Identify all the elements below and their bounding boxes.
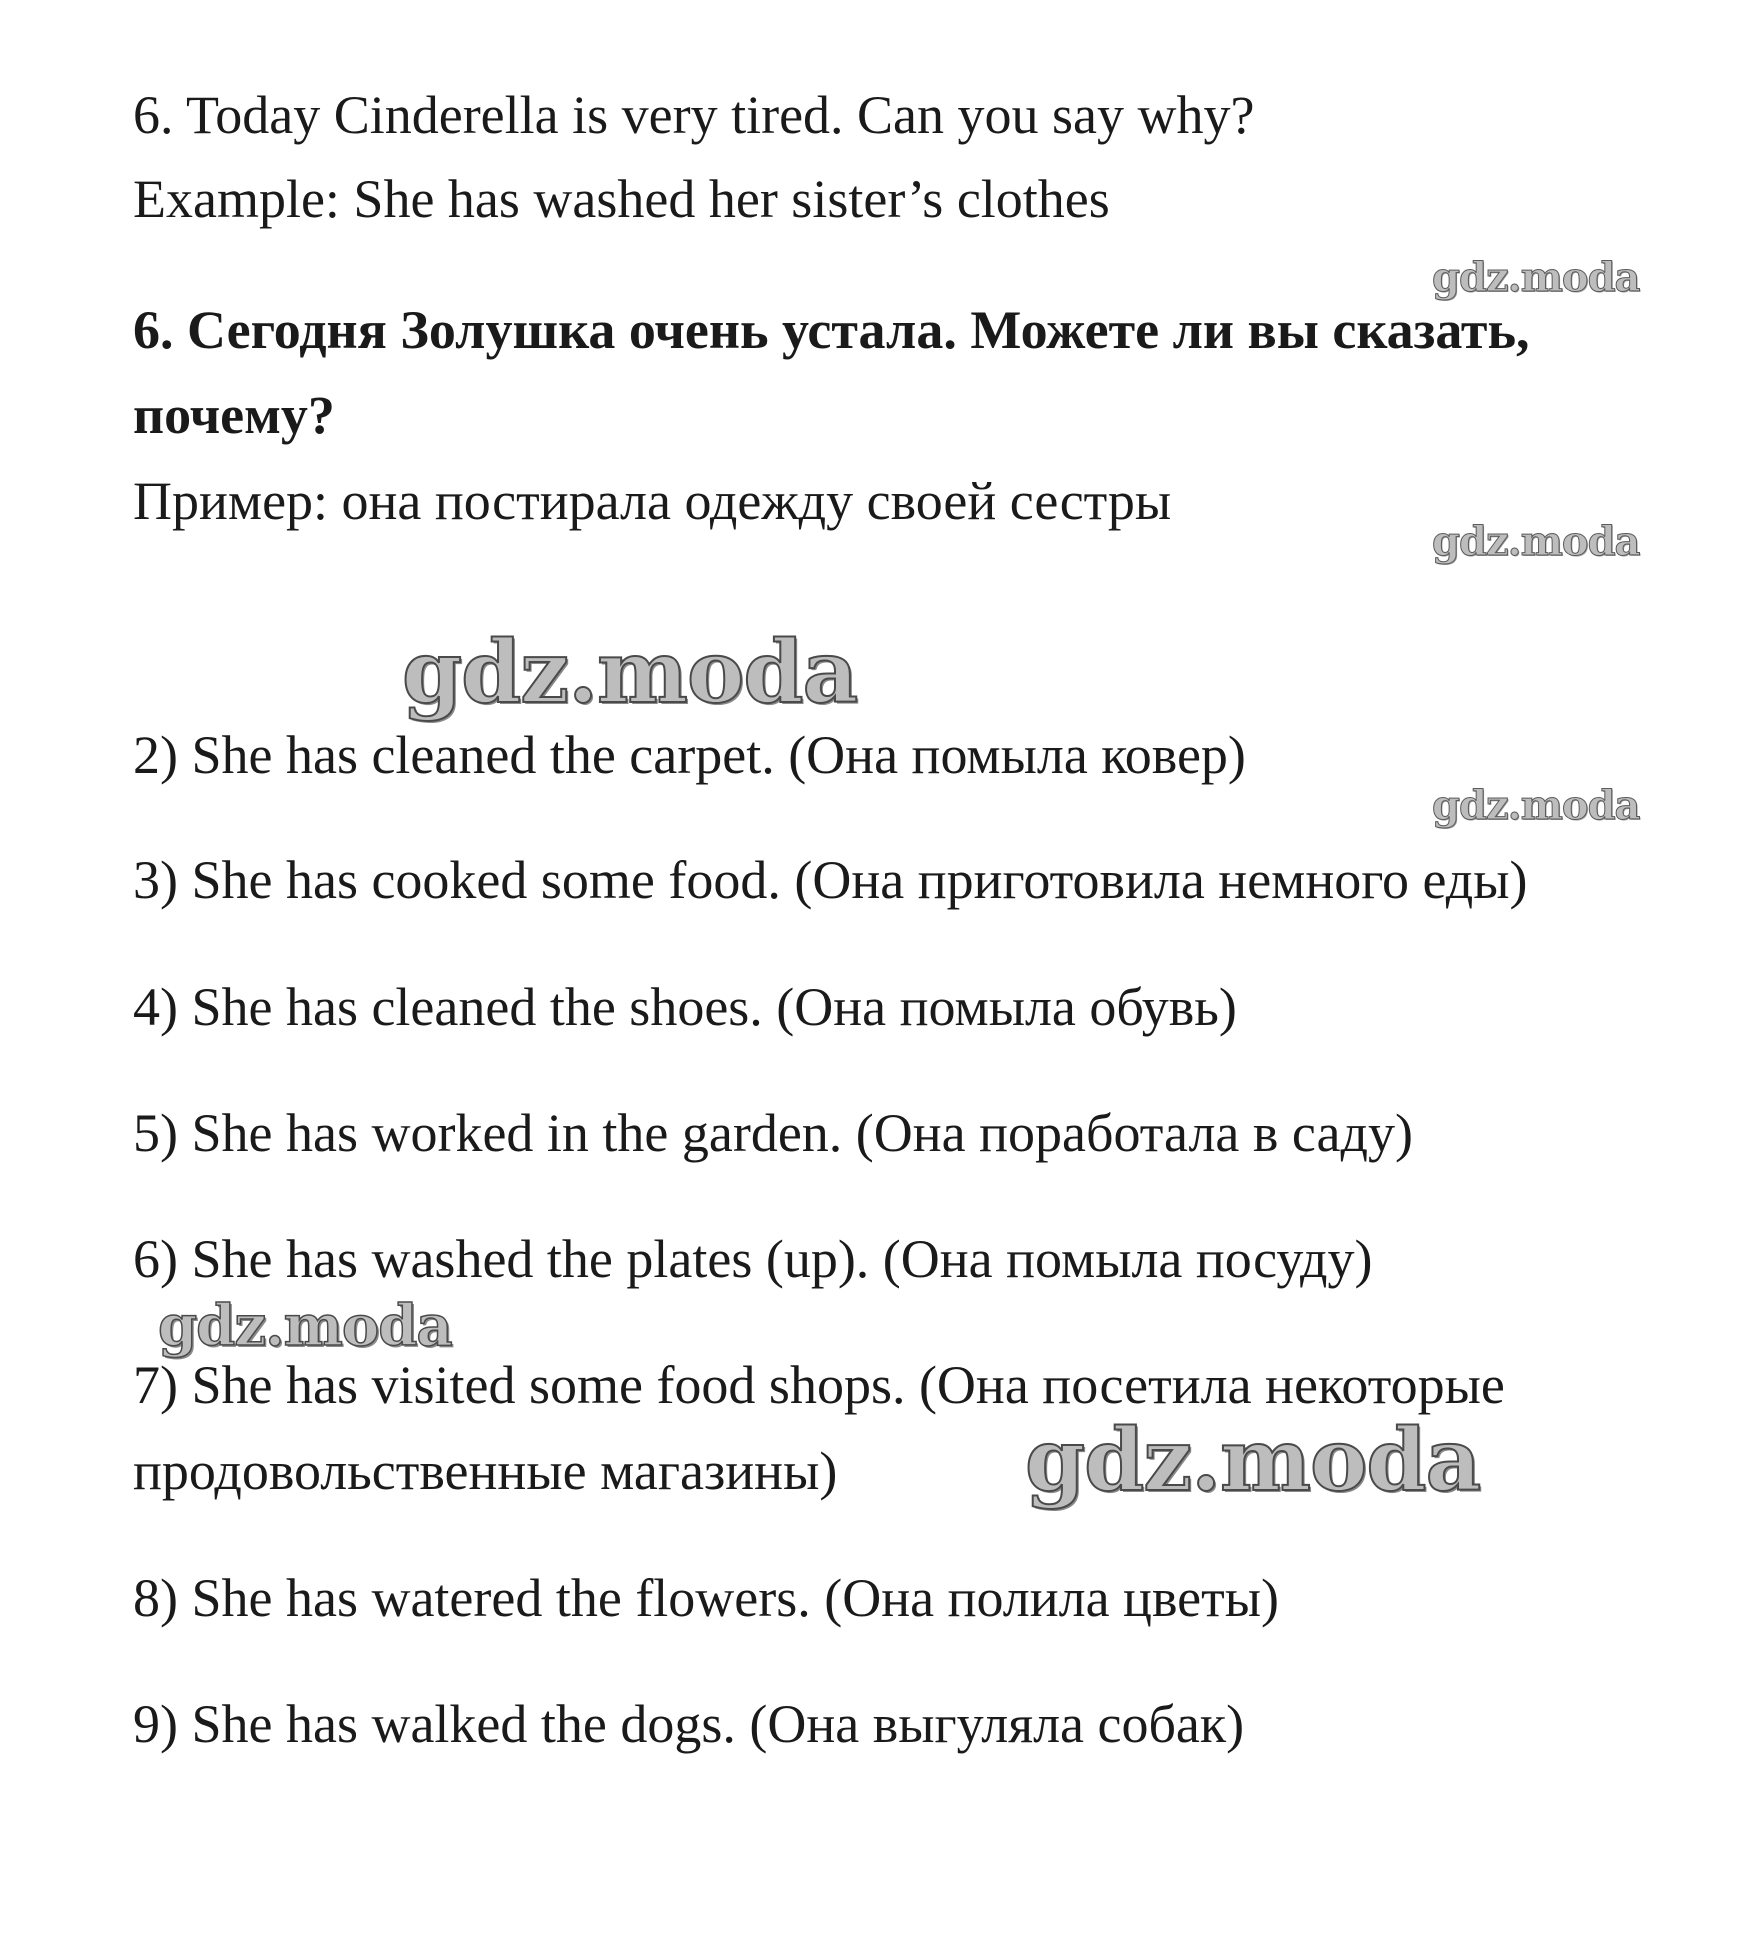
- answer-item: 3) She has cooked some food. (Она приготовила немного еды): [133, 850, 1528, 910]
- task-example-en: Example: She has washed her sister’s clothes: [133, 169, 1110, 229]
- task-title-ru-line2: почему?: [133, 385, 335, 445]
- task-title-ru-line1: 6. Сегодня Золушка очень устала. Можете ли вы сказать,: [133, 300, 1530, 360]
- answer-item: 4) She has cleaned the shoes. (Она помыла обувь): [133, 977, 1237, 1037]
- answer-item: 9) She has walked the dogs. (Она выгуляла собак): [133, 1694, 1245, 1754]
- watermark: gdz.moda: [1432, 782, 1640, 829]
- task-example-ru: Пример: она постирала одежду своей сестры: [133, 471, 1172, 531]
- answer-item: 8) She has watered the flowers. (Она полила цветы): [133, 1568, 1279, 1628]
- answer-item: 2) She has cleaned the carpet. (Она помыла ковер): [133, 725, 1246, 785]
- watermark: gdz.moda: [1432, 254, 1640, 301]
- watermark: gdz.moda: [1432, 518, 1640, 565]
- answer-item: 6) She has washed the plates (up). (Она помыла посуду): [133, 1229, 1373, 1289]
- watermark: gdz.moda: [158, 1293, 452, 1359]
- task-title-en: 6. Today Cinderella is very tired. Can you say why?: [133, 85, 1255, 145]
- answer-item: 7) She has visited some food shops. (Она посетила некоторые: [133, 1355, 1505, 1415]
- watermark: gdz.moda: [1025, 1410, 1481, 1511]
- answer-item-continuation: продовольственные магазины): [133, 1441, 838, 1501]
- watermark: gdz.moda: [402, 622, 858, 723]
- answer-item: 5) She has worked in the garden. (Она поработала в саду): [133, 1103, 1413, 1163]
